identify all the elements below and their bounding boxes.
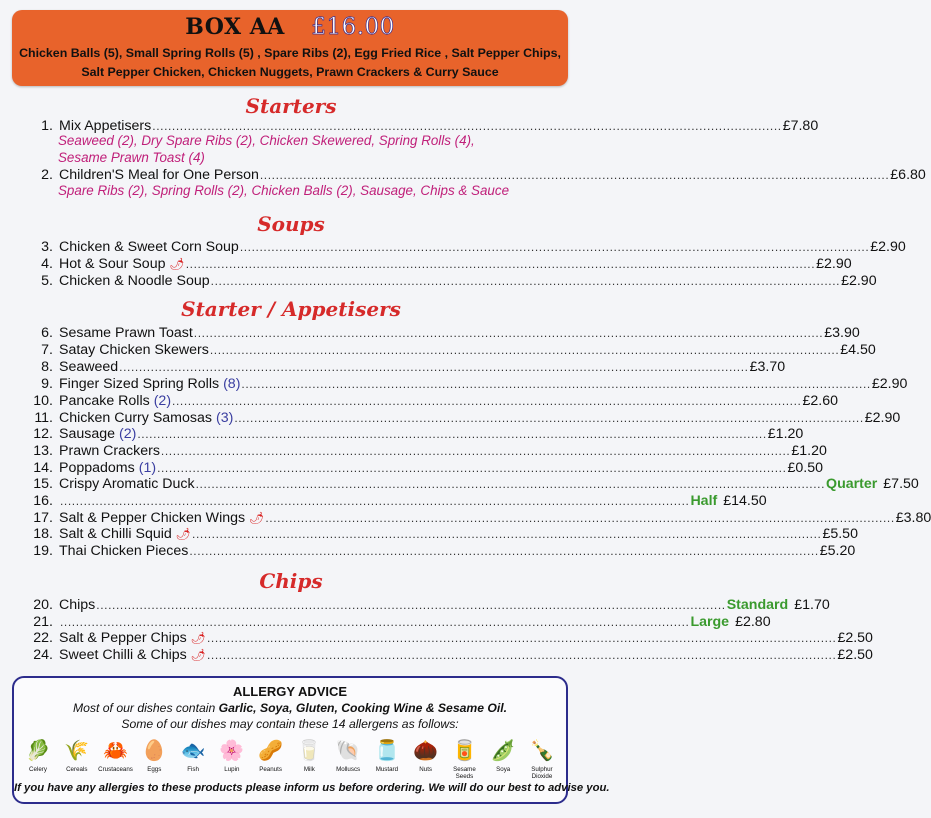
section-title-chips: Chips xyxy=(259,569,323,593)
allergen-item xyxy=(524,737,560,780)
item-price: £2.80 xyxy=(735,614,771,630)
item-count: (3) xyxy=(215,410,234,426)
item-number: 3. xyxy=(41,239,53,255)
item-price: £7.80 xyxy=(782,118,819,134)
item-price: £1.70 xyxy=(794,597,830,613)
dot-leader: ................................................................................................................................................................ xyxy=(206,648,837,662)
soya-icon: 🫛 xyxy=(490,740,516,762)
allergen-item xyxy=(136,737,172,780)
dot-leader: ................................................................................................................................................................ xyxy=(189,544,819,558)
menu-item-row xyxy=(30,239,906,256)
dot-leader: ................................................................................................................................................................ xyxy=(241,377,871,391)
item-price: £2.50 xyxy=(837,647,873,663)
item-price: £2.90 xyxy=(871,376,908,392)
chili-icon: 🌶 xyxy=(190,631,206,645)
item-name: Finger Sized Spring Rolls xyxy=(59,376,220,392)
item-number: 5. xyxy=(41,273,53,289)
section-title-starters: Starters xyxy=(245,94,337,118)
menu-item-row xyxy=(30,426,804,443)
item-number: 20. xyxy=(33,597,53,613)
allergen-item xyxy=(20,737,56,780)
item-name: Poppadoms xyxy=(59,460,135,476)
menu-item-row xyxy=(30,597,830,614)
allergy-line-2: Some of our dishes may contain these 14 allergens as follows: xyxy=(121,717,459,731)
menu-item-row xyxy=(30,526,858,543)
allergen-name: Celery xyxy=(29,766,47,773)
item-price: £2.60 xyxy=(802,393,838,409)
menu-item-row xyxy=(30,630,873,647)
allergen-name: Eggs xyxy=(147,766,162,773)
box-price: £16.00 xyxy=(311,14,395,40)
dot-leader: ................................................................................................................................................................ xyxy=(192,527,822,541)
allergen-name: Molluscs xyxy=(336,766,361,773)
item-number: 17. xyxy=(33,510,53,526)
allergy-footer: If you have any allergies to these products please inform us before ordering. We will do our best to advise you. xyxy=(14,782,610,794)
item-name: Chicken & Noodle Soup xyxy=(59,273,210,289)
item-number: 1. xyxy=(41,118,53,134)
cereals-icon: 🌾 xyxy=(64,740,90,762)
item-number: 2. xyxy=(41,167,53,183)
milk-icon: 🥛 xyxy=(296,740,322,762)
menu-item-row xyxy=(30,256,852,273)
allergy-line-1 xyxy=(14,701,566,715)
allergen-item xyxy=(291,737,327,780)
item-price: £5.20 xyxy=(819,543,856,559)
item-count: (1) xyxy=(138,460,157,476)
dot-leader: ................................................................................................................................................................ xyxy=(60,615,690,629)
portion-label: Half xyxy=(690,493,718,509)
allergy-advice-box xyxy=(12,676,610,804)
dot-leader: ................................................................................................................................................................ xyxy=(185,257,816,271)
item-price: £1.20 xyxy=(791,443,827,459)
item-price: £2.90 xyxy=(870,239,906,255)
item-name: Mix Appetisers xyxy=(59,118,152,134)
portion-label: Quarter xyxy=(826,476,878,492)
allergen-item xyxy=(214,737,250,780)
menu-item-row xyxy=(30,118,819,135)
dot-leader: ................................................................................................................................................................ xyxy=(234,411,864,425)
dot-leader: ................................................................................................................................................................ xyxy=(209,343,840,357)
section-title-appetisers: Starter / Appetisers xyxy=(181,297,401,321)
dot-leader: ................................................................................................................................................................ xyxy=(119,360,749,374)
item-number: 21. xyxy=(33,614,53,630)
item-number: 18. xyxy=(33,526,53,542)
item-number: 19. xyxy=(33,543,53,559)
item-name: Satay Chicken Skewers xyxy=(59,342,209,358)
item-price: £6.80 xyxy=(890,167,926,183)
item-number: 11. xyxy=(34,410,53,426)
shell-icon: 🐚 xyxy=(335,740,361,762)
allergen-name: Peanuts xyxy=(259,766,282,773)
allergen-name: Soya xyxy=(496,766,511,773)
peanut-icon: 🥜 xyxy=(258,740,284,762)
allergy-heading: ALLERGY ADVICE xyxy=(232,684,348,699)
dot-leader: ................................................................................................................................................................ xyxy=(60,494,690,508)
item-number: 22. xyxy=(33,630,53,646)
allergen-name: Cereals xyxy=(66,766,88,773)
item-count: (2) xyxy=(119,426,137,442)
menu-item-row xyxy=(30,647,873,664)
dot-leader: ................................................................................................................................................................ xyxy=(193,326,824,340)
item-number: 15. xyxy=(33,476,53,492)
item-name: Thai Chicken Pieces xyxy=(59,543,189,559)
allergen-item xyxy=(253,737,289,780)
item-number: 16. xyxy=(33,493,53,509)
allergy-line-1-bold: Garlic, Soya, Gluten, Cooking Wine & Sesame Oil. xyxy=(218,701,508,715)
item-name: Seaweed xyxy=(59,359,119,375)
menu-item-row xyxy=(30,493,767,510)
item-name: Sesame Prawn Toast xyxy=(59,325,193,341)
menu-item-row xyxy=(30,342,876,359)
allergen-item xyxy=(175,737,211,780)
allergen-item xyxy=(59,737,95,780)
item-price: £2.90 xyxy=(816,256,852,272)
dot-leader: ................................................................................................................................................................ xyxy=(172,394,802,408)
menu-item-row xyxy=(30,410,901,427)
item-count: (8) xyxy=(223,376,241,392)
item-price: £2.50 xyxy=(837,630,873,646)
item-name: Prawn Crackers xyxy=(59,443,160,459)
lupin-icon: 🌸 xyxy=(219,740,245,762)
crab-icon: 🦀 xyxy=(103,740,128,762)
celery-icon: 🥬 xyxy=(25,740,51,762)
dot-leader: ................................................................................................................................................................ xyxy=(207,631,837,645)
childrens-meal-description xyxy=(58,183,558,200)
box-aa-banner xyxy=(12,10,568,86)
fish-icon: 🐟 xyxy=(180,740,206,762)
allergen-item xyxy=(485,737,521,780)
item-number: 10. xyxy=(33,393,53,409)
allergen-name: Sesame Seeds xyxy=(453,766,476,780)
item-name: Crispy Aromatic Duck xyxy=(59,476,195,492)
item-number: 8. xyxy=(41,359,53,375)
item-price: £4.50 xyxy=(840,342,876,358)
sesame-icon: 🥫 xyxy=(451,740,477,762)
item-number: 4. xyxy=(41,256,53,272)
box-contents-line-1: Chicken Balls (5), Small Spring Rolls (5) , Spare Ribs (2), Egg Fried Rice , Salt Pepper Chips, xyxy=(19,46,561,60)
item-name: Sausage xyxy=(59,426,116,442)
wine-bottle-icon: 🍾 xyxy=(529,740,555,762)
dot-leader: ................................................................................................................................................................ xyxy=(160,444,791,458)
item-count: (2) xyxy=(153,393,172,409)
allergen-icons xyxy=(20,737,560,780)
menu-item-row xyxy=(30,476,919,493)
mustard-icon: 🫙 xyxy=(374,740,400,762)
item-price: £3.90 xyxy=(824,325,860,341)
item-price: £2.90 xyxy=(864,410,901,426)
dot-leader: ................................................................................................................................................................ xyxy=(96,598,726,612)
description-line: Seaweed (2), Dry Spare Ribs (2), Chicken Skewered, Spring Rolls (4), xyxy=(58,133,475,148)
item-name: Salt & Pepper Chips xyxy=(59,630,187,646)
menu-item-row xyxy=(30,460,824,477)
item-name: Salt & Pepper Chicken Wings xyxy=(59,510,246,526)
box-name: BOX AA xyxy=(185,14,285,40)
menu-item-row xyxy=(30,443,827,460)
item-name: Chips xyxy=(59,597,96,613)
box-contents-line-2: Salt Pepper Chicken, Chicken Nuggets, Prawn Crackers & Curry Sauce xyxy=(81,65,499,79)
allergen-name: Mustard xyxy=(375,766,399,773)
item-name: Pancake Rolls xyxy=(59,393,150,409)
item-number: 24. xyxy=(33,647,53,663)
allergen-item xyxy=(408,737,444,780)
menu-item-row xyxy=(30,393,838,410)
allergen-name: Sulphur Dioxide xyxy=(531,766,553,780)
dot-leader: ................................................................................................................................................................ xyxy=(239,240,870,254)
item-name: Chicken & Sweet Corn Soup xyxy=(59,239,239,255)
allergen-name: Fish xyxy=(187,766,199,773)
item-price: £3.70 xyxy=(749,359,786,375)
item-number: 9. xyxy=(41,376,53,392)
mix-appetisers-description xyxy=(58,133,558,166)
allergen-item xyxy=(98,737,134,780)
item-price: £7.50 xyxy=(883,476,919,492)
chili-icon: 🌶 xyxy=(175,527,192,541)
menu-item-row xyxy=(30,614,771,631)
item-number: 13. xyxy=(33,443,53,459)
dot-leader: ................................................................................................................................................................ xyxy=(152,119,782,133)
box-title-row xyxy=(12,14,568,44)
allergen-name: Crustaceans xyxy=(98,766,133,773)
item-price: £5.50 xyxy=(822,526,858,542)
description-line: Sesame Prawn Toast (4) xyxy=(58,149,205,165)
item-name: Salt & Chilli Squid xyxy=(59,526,172,542)
dot-leader: ................................................................................................................................................................ xyxy=(195,477,826,491)
allergy-line-1-text: Most of our dishes contain xyxy=(72,701,219,715)
menu-item-row xyxy=(30,325,860,342)
item-number: 6. xyxy=(41,325,53,341)
allergen-name: Lupin xyxy=(224,766,240,773)
eggs-icon: 🥚 xyxy=(141,740,167,762)
allergen-name: Nuts xyxy=(419,766,433,773)
portion-label: Standard xyxy=(726,597,789,613)
allergen-name: Milk xyxy=(303,766,315,773)
dot-leader: ................................................................................................................................................................ xyxy=(259,168,890,182)
item-name: Chicken Curry Samosas xyxy=(59,410,212,426)
portion-label: Large xyxy=(690,614,730,630)
section-title-soups: Soups xyxy=(257,212,325,236)
chili-icon: 🌶 xyxy=(249,511,265,525)
item-name: Sweet Chilli & Chips xyxy=(59,647,187,663)
item-price: £14.50 xyxy=(723,493,767,509)
menu-item-row xyxy=(30,543,856,560)
item-number: 14. xyxy=(33,460,53,476)
description-line: Spare Ribs (2), Spring Rolls (2), Chicken Balls (2), Sausage, Chips & Sauce xyxy=(58,183,510,198)
dot-leader: ................................................................................................................................................................ xyxy=(210,274,841,288)
item-name: Hot & Sour Soup xyxy=(59,256,166,272)
item-number: 7. xyxy=(41,342,53,358)
menu-item-row xyxy=(30,376,908,393)
item-price: £0.50 xyxy=(787,460,824,476)
allergen-item xyxy=(446,737,482,780)
allergen-item xyxy=(330,737,366,780)
item-number: 12. xyxy=(33,426,53,442)
menu-item-row xyxy=(30,510,931,527)
allergen-item xyxy=(369,737,405,780)
chili-icon: 🌶 xyxy=(169,257,185,271)
menu-item-row xyxy=(30,273,877,290)
item-name: Children'S Meal for One Person xyxy=(59,167,259,183)
item-price: £3.80 xyxy=(895,510,931,526)
dot-leader: ................................................................................................................................................................ xyxy=(137,427,767,441)
item-price: £2.90 xyxy=(841,273,877,289)
item-price: £1.20 xyxy=(767,426,804,442)
dot-leader: ................................................................................................................................................................ xyxy=(157,461,787,475)
dot-leader: ................................................................................................................................................................ xyxy=(265,511,895,525)
chili-icon: 🌶 xyxy=(190,648,206,662)
menu-item-row xyxy=(30,167,926,184)
nuts-icon: 🌰 xyxy=(413,740,439,762)
menu-item-row xyxy=(30,359,786,376)
